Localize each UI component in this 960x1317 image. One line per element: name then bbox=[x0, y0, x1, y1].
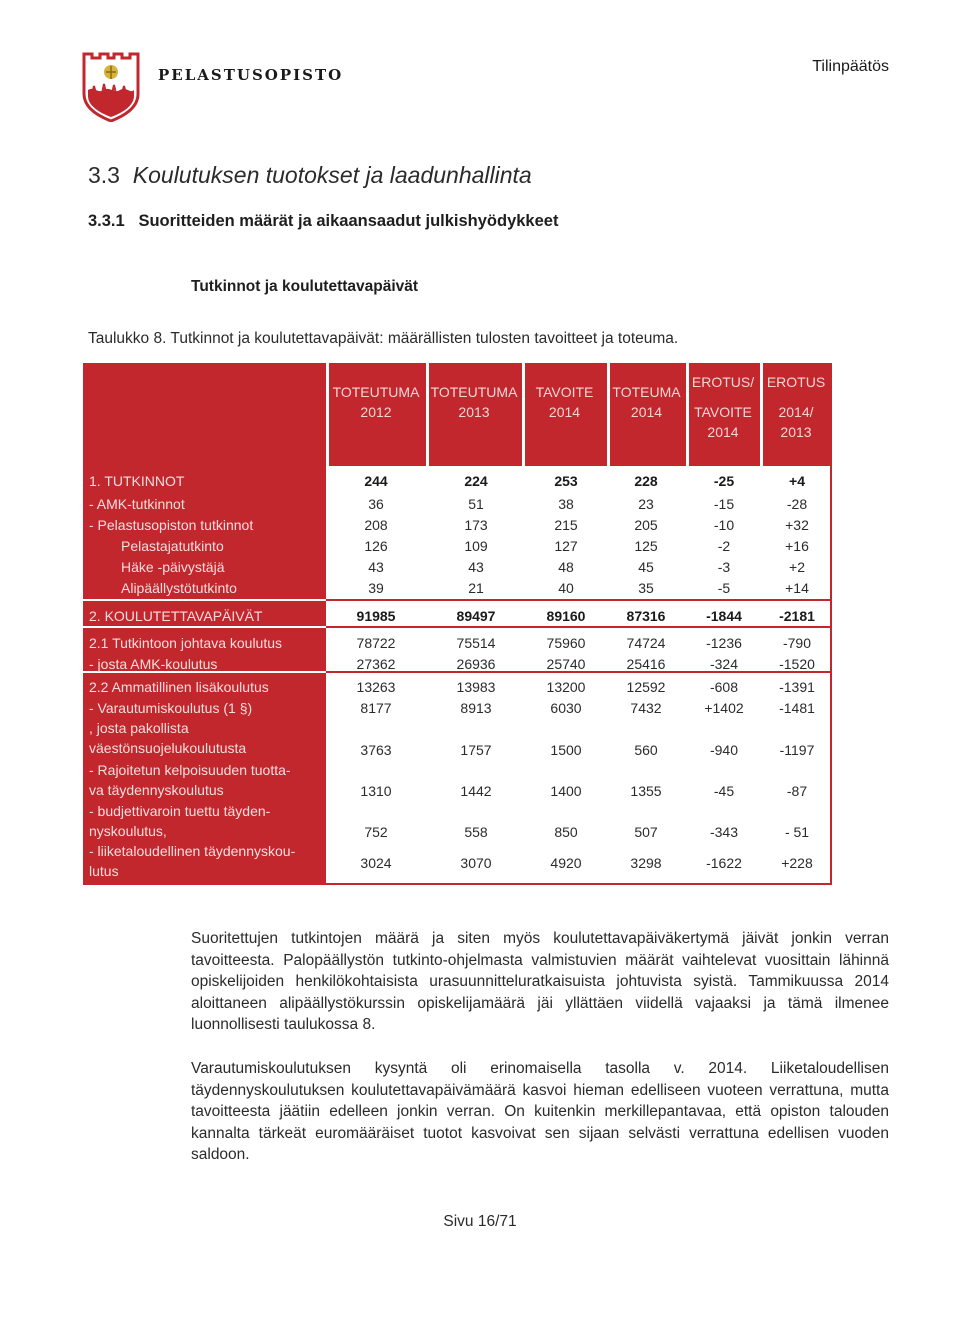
table-cell: +14 bbox=[785, 580, 809, 596]
table-cell: 13983 bbox=[456, 679, 496, 695]
results-table bbox=[83, 363, 832, 885]
table-cell: 173 bbox=[464, 517, 488, 533]
table-cell: 228 bbox=[634, 473, 658, 489]
column-header bbox=[760, 372, 832, 442]
table-cell: 1355 bbox=[630, 783, 662, 799]
table-cell: 850 bbox=[554, 824, 578, 840]
table-cell: 253 bbox=[554, 473, 578, 489]
column-header-line: TAVOITE bbox=[694, 404, 752, 420]
table-cell: +16 bbox=[785, 538, 809, 554]
table-cell: -87 bbox=[786, 783, 808, 799]
table-cell: 109 bbox=[464, 538, 488, 554]
table-cell: 3024 bbox=[360, 855, 392, 871]
table-cell: 558 bbox=[464, 824, 488, 840]
table-cell: -940 bbox=[709, 742, 739, 758]
table-cell: 75514 bbox=[456, 635, 496, 651]
table-cell: -1520 bbox=[779, 656, 815, 672]
table-cell: 23 bbox=[638, 496, 654, 512]
table-cell: -1481 bbox=[779, 700, 815, 716]
row-label bbox=[89, 698, 252, 718]
row-label bbox=[121, 557, 225, 577]
table-cell: 74724 bbox=[626, 635, 666, 651]
table-cell: 8177 bbox=[360, 700, 392, 716]
row-label bbox=[121, 578, 237, 598]
row-label bbox=[89, 801, 270, 841]
table-cell: 507 bbox=[634, 824, 658, 840]
column-header-line: EROTUS bbox=[766, 374, 826, 390]
row-label-line: 2. KOULUTETTAVAPÄIVÄT bbox=[89, 608, 263, 624]
row-label-line: - AMK-tutkinnot bbox=[89, 496, 185, 512]
table-cell: 1400 bbox=[550, 783, 582, 799]
grid-line bbox=[326, 599, 832, 601]
table-cell: -5 bbox=[717, 580, 731, 596]
table-cell: 39 bbox=[368, 580, 384, 596]
table-cell: 40 bbox=[558, 580, 574, 596]
column-header-line: 2014 bbox=[707, 424, 739, 440]
table-cell: 3763 bbox=[360, 742, 392, 758]
column-header-line: 2013 bbox=[458, 404, 490, 420]
row-label-line: väestönsuojelukoulutusta bbox=[89, 740, 247, 756]
table-cell: -25 bbox=[713, 473, 735, 489]
table-cell: 127 bbox=[554, 538, 578, 554]
column-header-line: TAVOITE bbox=[535, 384, 594, 400]
table-cell: 6030 bbox=[550, 700, 582, 716]
column-header-line: TOTEUMA bbox=[612, 384, 681, 400]
table-cell: 89160 bbox=[546, 608, 586, 624]
table-cell: +32 bbox=[785, 517, 809, 533]
row-label-line: va täydennyskoulutus bbox=[89, 782, 224, 798]
table-cell: -608 bbox=[709, 679, 739, 695]
column-header-line: TOTEUTUMA bbox=[430, 384, 518, 400]
table-cell: -45 bbox=[713, 783, 735, 799]
section-number: 3.3 bbox=[88, 162, 120, 188]
table-cell: 25740 bbox=[546, 656, 586, 672]
table-cell: -2 bbox=[717, 538, 731, 554]
section-heading bbox=[88, 162, 532, 189]
row-label-line: - josta AMK-koulutus bbox=[89, 656, 218, 672]
table-cell: 8913 bbox=[460, 700, 492, 716]
table-cell: -28 bbox=[786, 496, 808, 512]
table-cell: 1757 bbox=[460, 742, 492, 758]
table-cell: 4920 bbox=[550, 855, 582, 871]
table-cell: 3070 bbox=[460, 855, 492, 871]
table-cell: 215 bbox=[554, 517, 578, 533]
row-label bbox=[89, 606, 262, 626]
row-label bbox=[89, 515, 253, 535]
table-cell: 78722 bbox=[356, 635, 396, 651]
table-cell: 126 bbox=[364, 538, 388, 554]
table-cell: 43 bbox=[368, 559, 384, 575]
column-header bbox=[522, 372, 607, 422]
row-separator bbox=[83, 626, 326, 628]
column-header-line: TOTEUTUMA bbox=[332, 384, 420, 400]
table-cell: +228 bbox=[781, 855, 813, 871]
table-cell: 51 bbox=[468, 496, 484, 512]
table-cell: 26936 bbox=[456, 656, 496, 672]
table-cell: 75960 bbox=[546, 635, 586, 651]
table-cell: 1500 bbox=[550, 742, 582, 758]
table-cell: -343 bbox=[709, 824, 739, 840]
row-label-line: - liiketaloudellinen täydennyskou- bbox=[89, 843, 296, 859]
subsection-number: 3.3.1 bbox=[88, 212, 125, 230]
table-caption: Taulukko 8. Tutkinnot ja koulutettavapäivät: määrällisten tulosten tavoitteet ja toteuma. bbox=[88, 330, 679, 347]
table-cell: 43 bbox=[468, 559, 484, 575]
table-cell: 89497 bbox=[456, 608, 496, 624]
table-cell: 244 bbox=[364, 473, 388, 489]
page-number: Sivu 16/71 bbox=[443, 1213, 517, 1230]
body-paragraph: Varautumiskoulutuksen kysyntä oli erinomaisella tasolla v. 2014. Liiketaloudellisen täydennyskoulutuksen koulutettavapäivämäärä kasvoi hieman edelliseen vuoteen verrattuna, mutta tavoitteesta jäätiin edelleen jonkin verran. On kuitenkin merkillepantavaa, että opiston talouden kannalta tärkeät euromääräiset tuotot kasvoivat sen sijaan selvästi verrattuna edellisen vuoden saldoon. bbox=[191, 1060, 889, 1164]
table-cell: - 51 bbox=[784, 824, 810, 840]
document-type: Tilinpäätös bbox=[812, 58, 889, 75]
row-label bbox=[89, 760, 291, 800]
table-cell: 36 bbox=[368, 496, 384, 512]
row-separator bbox=[83, 599, 326, 601]
body-paragraph: Suoritettujen tutkintojen määrä ja siten myös koulutettavapäiväkertymä jäivät jonkin verran tavoitteesta. Palopäällystön tutkinto-ohjelmasta valmistuvien määrät vaihtelevat vuosittain lähinnä opiskelijoiden henkilökohtaisista urasuunnitteluratkaisuista johtuvista syistä. Tammikuussa 2014 aloittaneen alipäällystökurssin opiskelijamäärä jäi yllättäen viidellä vajaaksi ja tämä ilmenee luonnollisesti taulukossa 8. bbox=[191, 930, 889, 1034]
row-label-line: Alipäällystötutkinto bbox=[121, 580, 237, 596]
table-cell: 91985 bbox=[356, 608, 396, 624]
subsection-title: Suoritteiden määrät ja aikaansaadut julkishyödykkeet bbox=[138, 212, 559, 230]
table-cell: 125 bbox=[634, 538, 658, 554]
table-cell: 560 bbox=[634, 742, 658, 758]
table-cell: 27362 bbox=[356, 656, 396, 672]
table-cell: -15 bbox=[713, 496, 735, 512]
table-cell: 25416 bbox=[626, 656, 666, 672]
row-label-line: - Varautumiskoulutus (1 §) bbox=[89, 700, 253, 716]
column-header bbox=[426, 372, 522, 422]
table-cell: -1236 bbox=[706, 635, 742, 651]
table-cell: -1391 bbox=[779, 679, 815, 695]
table-cell: 12592 bbox=[626, 679, 666, 695]
table-header-band bbox=[83, 363, 832, 466]
row-label bbox=[89, 633, 282, 653]
table-cell: 87316 bbox=[626, 608, 666, 624]
column-header-line: 2014 bbox=[630, 404, 663, 420]
row-label-line: , josta pakollista bbox=[89, 720, 189, 736]
table-cell: 45 bbox=[638, 559, 654, 575]
row-label bbox=[89, 471, 184, 491]
grid-line bbox=[326, 626, 832, 628]
column-header-line: 2013 bbox=[780, 424, 812, 440]
row-label-line: nyskoulutus, bbox=[89, 823, 167, 839]
table-cell: 3298 bbox=[630, 855, 662, 871]
table-cell: 13263 bbox=[356, 679, 396, 695]
table-cell: 48 bbox=[558, 559, 574, 575]
row-label bbox=[89, 654, 217, 674]
table-cell: -324 bbox=[709, 656, 739, 672]
table-cell: -2181 bbox=[779, 608, 815, 624]
table-cell: -1622 bbox=[706, 855, 742, 871]
column-header-line: 2012 bbox=[360, 404, 392, 420]
column-header bbox=[607, 372, 686, 422]
pelastusopisto-logo bbox=[80, 50, 142, 122]
table-cell: +4 bbox=[789, 473, 805, 489]
row-label-line: - budjettivaroin tuettu täyden- bbox=[89, 803, 271, 819]
table-cell: 21 bbox=[468, 580, 484, 596]
table-cell: -3 bbox=[717, 559, 731, 575]
row-label bbox=[89, 718, 246, 758]
table-cell: -1844 bbox=[706, 608, 742, 624]
row-label-line: - Pelastusopiston tutkinnot bbox=[89, 517, 254, 533]
column-header-line: 2014 bbox=[548, 404, 581, 420]
row-label-line: Häke -päivystäjä bbox=[121, 559, 225, 575]
table-cell: 38 bbox=[558, 496, 574, 512]
table-cell: -10 bbox=[713, 517, 735, 533]
table-cell: 752 bbox=[364, 824, 388, 840]
subsection-heading bbox=[88, 212, 558, 231]
table-cell: +2 bbox=[789, 559, 805, 575]
row-label bbox=[89, 841, 295, 881]
table-cell: +1402 bbox=[704, 700, 744, 716]
table-cell: -1197 bbox=[779, 742, 815, 758]
row-label-line: Pelastajatutkinto bbox=[121, 538, 224, 554]
table-bottom-border bbox=[83, 883, 832, 885]
column-header-line: 2014/ bbox=[778, 404, 814, 420]
table-cell: 13200 bbox=[546, 679, 586, 695]
table-cell: 35 bbox=[638, 580, 654, 596]
table-cell: 1310 bbox=[360, 783, 392, 799]
row-label bbox=[89, 494, 185, 514]
table-subheading: Tutkinnot ja koulutettavapäivät bbox=[191, 278, 419, 295]
row-label bbox=[121, 536, 224, 556]
column-header-line: EROTUS/ bbox=[691, 374, 755, 390]
row-label-line: 2.2 Ammatillinen lisäkoulutus bbox=[89, 679, 269, 695]
row-label bbox=[89, 677, 269, 697]
table-cell: 224 bbox=[464, 473, 488, 489]
row-label-line: 1. TUTKINNOT bbox=[89, 473, 185, 489]
section-title: Koulutuksen tuotokset ja laadunhallinta bbox=[132, 162, 532, 188]
row-label-line: - Rajoitetun kelpoisuuden tuotta- bbox=[89, 762, 291, 778]
row-label-line: 2.1 Tutkintoon johtava koulutus bbox=[89, 635, 283, 651]
table-cell: 1442 bbox=[460, 783, 492, 799]
column-header bbox=[326, 372, 426, 422]
row-label-line: lutus bbox=[89, 863, 119, 879]
table-cell: 205 bbox=[634, 517, 658, 533]
column-header bbox=[686, 372, 760, 442]
coat-of-arms-icon bbox=[80, 50, 142, 122]
table-cell: 208 bbox=[364, 517, 388, 533]
brand-name: PELASTUSOPISTO bbox=[158, 66, 344, 84]
table-cell: -790 bbox=[782, 635, 812, 651]
table-cell: 7432 bbox=[630, 700, 662, 716]
